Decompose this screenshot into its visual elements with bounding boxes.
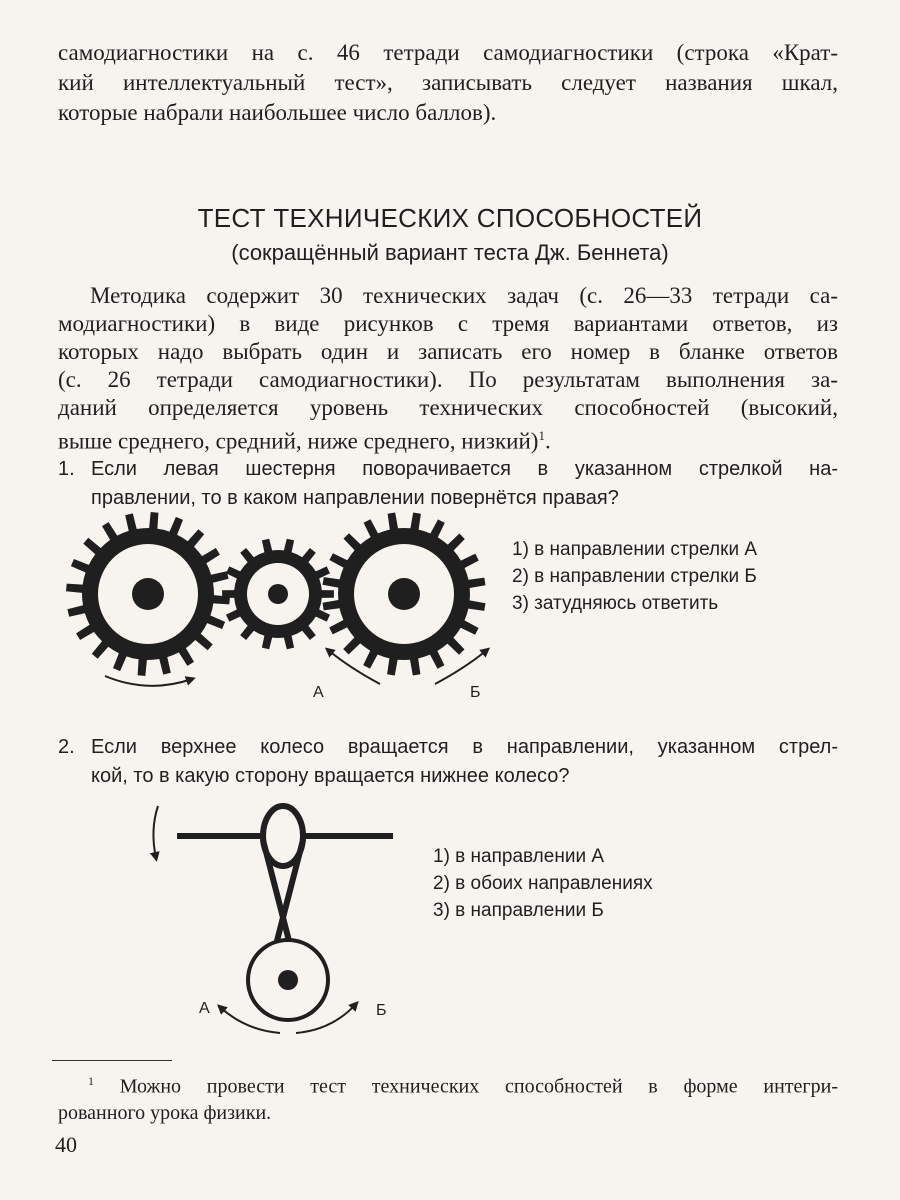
figure-label-a: А — [199, 1000, 210, 1017]
footnote-line — [58, 1068, 838, 1100]
answer-option: 3) затудняюсь ответить — [512, 593, 719, 614]
right-gear — [323, 513, 486, 676]
section-subtitle: (сокращённый вариант теста Дж. Беннета) — [231, 240, 669, 265]
left-gear-rotation-arrow — [105, 676, 192, 686]
paragraph-line: (с. 26 тетради самодиагностики). По результатам выполнения за- — [58, 367, 838, 392]
footnote-text: Можно провести тест технических способностей в форме интегри- — [119, 1075, 838, 1098]
figure-label-b: Б — [376, 1002, 387, 1019]
question-number: 1. — [58, 458, 75, 480]
figure-label-a: А — [313, 684, 324, 701]
footnote-line: рованного урока физики. — [58, 1101, 272, 1124]
question-number: 2. — [58, 736, 75, 758]
paragraph-line: Методика содержит 30 технических задач (с. 26—33 тетради са- — [90, 283, 838, 308]
question-line: Если левая шестерня поворачивается в указанном стрелкой на- — [91, 458, 838, 480]
belt-figure — [153, 806, 393, 1033]
question-line: правлении, то в каком направлении повернётся правая? — [91, 487, 619, 509]
gear-hub — [132, 578, 164, 610]
left-gear — [66, 512, 230, 676]
answer-option: 2) в направлении стрелки Б — [512, 566, 757, 587]
paragraph-line: кий интеллектуальный тест», записывать следует названия шкал, — [58, 70, 838, 95]
question-text — [91, 733, 838, 791]
gear-hub — [388, 578, 420, 610]
footnote-separator — [52, 1060, 172, 1061]
question-line: Если верхнее колесо вращается в направлении, указанном стрел- — [91, 736, 838, 758]
question-2 — [58, 733, 838, 791]
footnote-reference: 1 — [538, 428, 545, 443]
page-number: 40 — [55, 1132, 77, 1157]
question-2-options — [433, 843, 653, 924]
paragraph-line: самодиагностики на с. 46 тетради самодиагностики (строка «Крат- — [58, 40, 838, 65]
question-line: кой, то в какую сторону вращается нижнее колесо? — [91, 765, 570, 787]
answer-option: 3) в направлении Б — [433, 900, 604, 921]
paragraph-line: даний определяется уровень технических способностей (высокий, — [58, 395, 838, 420]
footnote-mark: 1 — [88, 1074, 94, 1088]
footnote — [58, 1068, 838, 1126]
figure-label-b: Б — [470, 684, 481, 701]
answer-option: 2) в обоих направлениях — [433, 873, 653, 894]
paragraph-line: которые набрали наибольшее число баллов). — [58, 100, 497, 125]
bottom-wheel-hub — [278, 970, 298, 990]
middle-gear — [222, 539, 334, 650]
paragraph-line: модиагностики) в виде рисунков с тремя вариантами ответов, из — [58, 311, 838, 336]
answer-option: 1) в направлении А — [433, 846, 605, 867]
answer-option: 1) в направлении стрелки А — [512, 539, 758, 560]
section-title: ТЕСТ ТЕХНИЧЕСКИХ СПОСОБНОСТЕЙ — [197, 203, 703, 233]
arrow-b — [435, 650, 487, 684]
top-wheel-rotation-arrow — [153, 806, 158, 858]
sentence-end: . — [544, 428, 551, 454]
paragraph-line: которых надо выбрать один и записать его номер в бланке ответов — [58, 339, 838, 364]
paragraph-text: выше среднего, средний, ниже среднего, низкий) — [58, 428, 539, 454]
gear-hub — [268, 584, 288, 604]
